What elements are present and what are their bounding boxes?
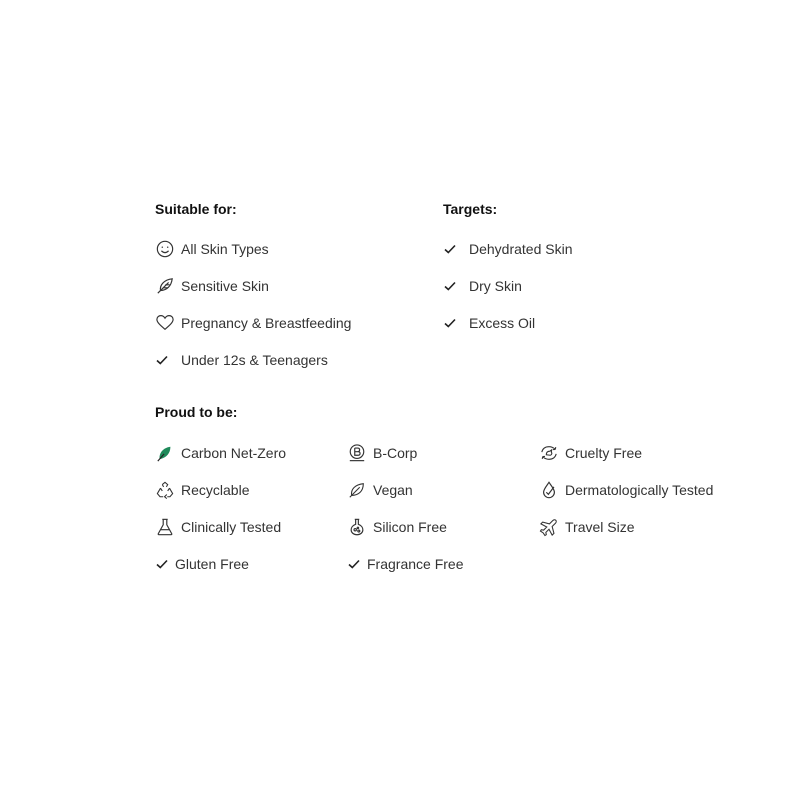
proud-item-label: Dermatologically Tested (565, 482, 714, 498)
proud-item-label: B-Corp (373, 445, 418, 461)
suitable-item-label: All Skin Types (181, 241, 269, 257)
suitable-item-under-12s (155, 350, 328, 370)
airplane-icon (539, 517, 559, 537)
proud-item-label: Carbon Net-Zero (181, 445, 287, 461)
proud-item-recyclable (155, 480, 249, 500)
target-item-label: Dehydrated Skin (469, 241, 573, 257)
targets-heading: Targets: (443, 201, 498, 217)
target-item-excess-oil (443, 313, 535, 333)
target-item-label: Excess Oil (469, 315, 536, 331)
proud-item-gluten-free (155, 554, 249, 574)
proud-item-vegan (347, 480, 413, 500)
proud-item-cruelty-free (539, 443, 642, 463)
checkmark-icon (155, 554, 169, 574)
suitable-item-label: Pregnancy & Breastfeeding (181, 315, 352, 331)
checkmark-icon (443, 313, 457, 333)
dermatologically-tested-drop-icon (539, 480, 559, 500)
smiley-face-icon (155, 239, 175, 259)
suitable-for-heading: Suitable for: (155, 201, 237, 217)
checkmark-icon (443, 276, 457, 296)
proud-to-be-heading: Proud to be: (155, 404, 238, 420)
flask-icon (155, 517, 175, 537)
target-item-label: Dry Skin (469, 278, 522, 294)
feather-icon (155, 276, 175, 296)
target-item-dehydrated-skin (443, 239, 573, 259)
proud-item-fragrance-free (347, 554, 463, 574)
checkmark-icon (443, 239, 457, 259)
target-item-dry-skin (443, 276, 522, 296)
checkmark-icon (347, 554, 361, 574)
suitable-item-all-skin-types (155, 239, 269, 259)
proud-item-label: Vegan (373, 482, 413, 498)
proud-item-label: Silicon Free (373, 519, 447, 535)
proud-item-label: Travel Size (565, 519, 635, 535)
proud-item-clinically-tested (155, 517, 281, 537)
cruelty-free-bunny-icon (539, 443, 559, 463)
suitable-item-pregnancy (155, 313, 351, 333)
suitable-item-label: Sensitive Skin (181, 278, 269, 294)
checkmark-icon (155, 350, 169, 370)
proud-item-travel-size (539, 517, 635, 537)
silicon-free-flask-icon (347, 517, 367, 537)
vegan-leaf-icon (347, 480, 367, 500)
proud-item-dermatologically-tested (539, 480, 713, 500)
heart-icon (155, 313, 175, 333)
suitable-item-sensitive-skin (155, 276, 269, 296)
proud-item-label: Recyclable (181, 482, 250, 498)
proud-item-b-corp (347, 443, 417, 463)
b-corp-icon (347, 443, 367, 463)
suitable-item-label: Under 12s & Teenagers (181, 352, 328, 368)
proud-item-carbon-net-zero (155, 443, 286, 463)
recycle-icon (155, 480, 175, 500)
proud-item-silicon-free (347, 517, 447, 537)
proud-item-label: Cruelty Free (565, 445, 643, 461)
carbon-leaf-icon (155, 443, 175, 463)
proud-item-label: Clinically Tested (181, 519, 282, 535)
proud-item-label: Fragrance Free (367, 556, 464, 572)
proud-item-label: Gluten Free (175, 556, 249, 572)
